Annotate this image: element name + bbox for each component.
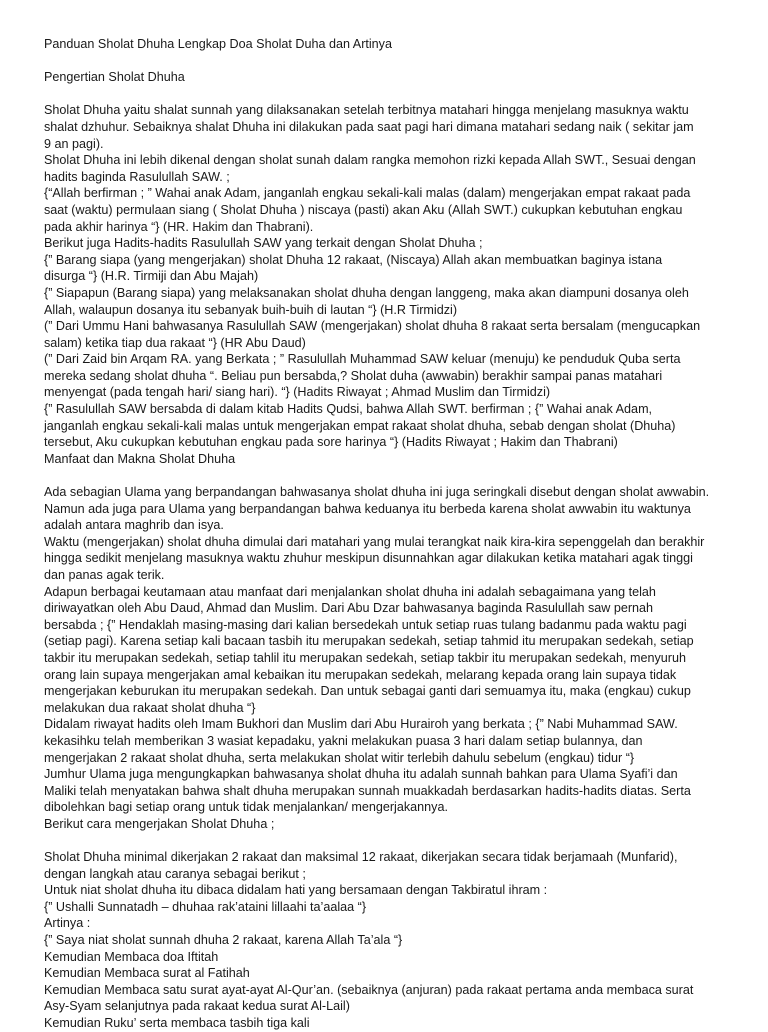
text-line: takbir itu merupakan sedekah, setiap tahlil itu merupakan sedekah, setiap takbir itu merupakan sedekah, menyuruh [44,650,686,665]
blank-line [44,86,734,103]
text-line: Pengertian Sholat Dhuha [44,70,185,85]
text-line: {” Siapapun (Barang siapa) yang melaksanakan sholat dhuha dengan langgeng, maka akan diampuni dosanya oleh [44,285,689,300]
text-line: (” Dari Ummu Hani bahwasanya Rasulullah SAW (mengerjakan) sholat dhuha 8 rakaat serta bersalam (mengucapkan [44,319,701,334]
text-line: tersebut, Aku cukupkan kebutuhan engkau pada sore harinya “} (Hadits Riwayat ; Hakim dan Thabrani) [44,435,618,450]
text-line: Ada sebagian Ulama yang berpandangan bahwasanya sholat dhuha ini juga seringkali disebut dengan sholat awwabin. [44,485,710,500]
text-line: disurga “} (H.R. Tirmiji dan Abu Majah) [44,269,259,284]
document-title: Panduan Sholat Dhuha Lengkap Doa Sholat Duha dan Artinya [44,37,392,51]
text-line: Manfaat dan Makna Sholat Dhuha [44,451,236,466]
text-line: shalat dzhuhur. Sebaiknya shalat Dhuha ini dilakukan pada saat pagi hari dimana matahari sedang naik ( sekitar jam [44,119,694,134]
text-line: Untuk niat sholat dhuha itu dibaca didalam hati yang bersamaan dengan Takbiratul ihram : [44,883,548,898]
text-line: mereka sedang sholat dhuha “. Beliau pun bersabda,? Sholat duha (awwabin) berakhir sampai panas matahari [44,368,663,383]
blank-line [44,467,734,484]
text-line: diriwayatkan oleh Abu Daud, Ahmad dan Muslim. Dari Abu Dzar bahwasanya baginda Rasulullah saw pernah [44,601,654,616]
document-page [44,36,734,1032]
text-line: Sholat Dhuha ini lebih dikenal dengan sholat sunah dalam rangka memohon rizki kepada Allah SWT., Sesuai dengan [44,153,696,168]
text-line: Asy-Syam selanjutnya pada rakaat kedua surat Al-Lail) [44,999,350,1014]
text-line: {” Ushalli Sunnatadh – dhuhaa rak’ataini lillaahi ta’aalaa “} [44,899,367,914]
text-line: mengerjakan keburukan itu merupakan sedekah. Dan untuk sebagai ganti dari semuamya itu, maka (engkau) cukup [44,684,691,699]
text-line: mengerjakan 2 rakaat sholat dhuha, serta melakukan sholat witir terlebih dahulu sebelum (engkau) tidur “} [44,750,635,765]
text-line: {” Saya niat sholat sunnah dhuha 2 rakaat, karena Allah Ta’ala “} [44,933,403,948]
text-line: Sholat Dhuha yaitu shalat sunnah yang dilaksanakan setelah terbitnya matahari hingga menjelang masuknya waktu [44,103,689,118]
text-line: Didalam riwayat hadits oleh Imam Bukhori dan Muslim dari Abu Hurairoh yang berkata ; {” Nabi Muhammad SAW. [44,717,678,732]
text-line: {“Allah berfirman ; ” Wahai anak Adam, janganlah engkau sekali-kali malas (dalam) mengerjakan empat rakaat pada [44,186,691,201]
text-line: Berikut cara mengerjakan Sholat Dhuha ; [44,816,275,831]
text-line: kekasihku telah memberikan 3 wasiat kepadaku, yakni melakukan puasa 3 hari dalam setiap bulannya, dan [44,733,643,748]
text-line: Berikut juga Hadits-hadits Rasulullah SAW yang terkait dengan Sholat Dhuha ; [44,236,483,251]
text-line: {” Rasulullah SAW bersabda di dalam kitab Hadits Qudsi, bahwa Allah SWT. berfirman ; {” Wahai anak Adam, [44,402,653,417]
text-line: menyengat (pada tengah hari/ siang hari). “} (Hadits Riwayat ; Ahmad Muslim dan Tirmidzi) [44,385,551,400]
text-line: bersabda ; {” Hendaklah masing-masing dari kalian bersedekah untuk setiap ruas tulang badanmu pada waktu pagi [44,617,687,632]
text-line: Artinya : [44,916,91,931]
text-line: dibolehkan bagi setiap orang untuk tidak menjalankan/ mengerjakannya. [44,800,448,815]
text-line: janganlah engkau sekali-kali malas untuk mengerjakan empat rakaat sholat dhuha, sebab dengan sholat (Dhuha) [44,418,676,433]
text-line: salam) ketika tiap dua rakaat “} (HR Abu Daud) [44,335,306,350]
text-line: pada akhir harinya “} (HR. Hakim dan Thabrani). [44,219,314,234]
text-line: Kemudian Membaca surat al Fatihah [44,966,250,981]
text-line: (” Dari Zaid bin Arqam RA. yang Berkata ; ” Rasulullah Muhammad SAW keluar (menuju) ke penduduk Quba serta [44,352,681,367]
text-line: {” Barang siapa (yang mengerjakan) sholat Dhuha 12 rakaat, (Niscaya) Allah akan membuatkan baginya istana [44,252,663,267]
text-line: Allah, walaupun dosanya itu sebanyak buih-buih di lautan “} (H.R Tirmidzi) [44,302,458,317]
text-line: hingga sedikit menjelang masuknya waktu zhuhur meskipun disunnahkan agar dilakukan ketika matahari agak tinggi [44,551,693,566]
text-line: Maliki telah menyatakan bahwa shalt dhuha merupakan sunnah muakkadah berdasarkan hadits-hadits diatas. Serta [44,783,691,798]
text-line: saat (waktu) permulaan siang ( Sholat Dhuha ) niscaya (pasti) akan Aku (Allah SWT.) cukupkan kebutuhan engkau [44,202,683,217]
text-line: orang lain supaya mengerjakan amal kebaikan itu merupakan sedekah, melarang kepada orang lain supaya tidak [44,667,677,682]
text-line: Kemudian Ruku’ serta membaca tasbih tiga kali [44,1016,310,1031]
blank-line [44,53,734,70]
text-line: Kemudian Membaca satu surat ayat-ayat Al-Qur’an. (sebaiknya (anjuran) pada rakaat pertama anda membaca surat [44,982,694,997]
text-line: Sholat Dhuha minimal dikerjakan 2 rakaat dan maksimal 12 rakaat, dikerjakan secara tidak berjamaah (Munfarid), [44,850,678,865]
text-line: adalah antara maghrib dan isya. [44,518,224,533]
text-line: hadits baginda Rasulullah SAW. ; [44,169,230,184]
text-line: Waktu (mengerjakan) sholat dhuha dimulai dari matahari yang mulai terangkat naik kira-kira sepenggelah dan berakhir [44,534,705,549]
text-line: dengan langkah atau caranya sebagai berikut ; [44,866,306,881]
text-line: (setiap pagi). Karena setiap kali bacaan tasbih itu merupakan sedekah, setiap tahmid itu merupakan sedekah, setiap [44,634,694,649]
text-line: 9 an pagi). [44,136,104,151]
text-line: melakukan dua rakaat sholat dhuha “} [44,700,256,715]
blank-line [44,833,734,850]
text-line: Jumhur Ulama juga mengungkapkan bahwasanya sholat dhuha itu adalah sunnah bahkan para Ulama Syafi’i dan [44,767,678,782]
text-line: dan panas agak terik. [44,568,165,582]
text-line: Adapun berbagai keutamaan atau manfaat dari menjalankan sholat dhuha ini adalah sebagaimana yang telah [44,584,656,599]
text-line: Namun ada juga para Ulama yang berpandangan bahwa keduanya itu berbeda karena sholat awwabin itu waktunya [44,501,691,516]
text-line: Kemudian Membaca doa Iftitah [44,949,219,964]
